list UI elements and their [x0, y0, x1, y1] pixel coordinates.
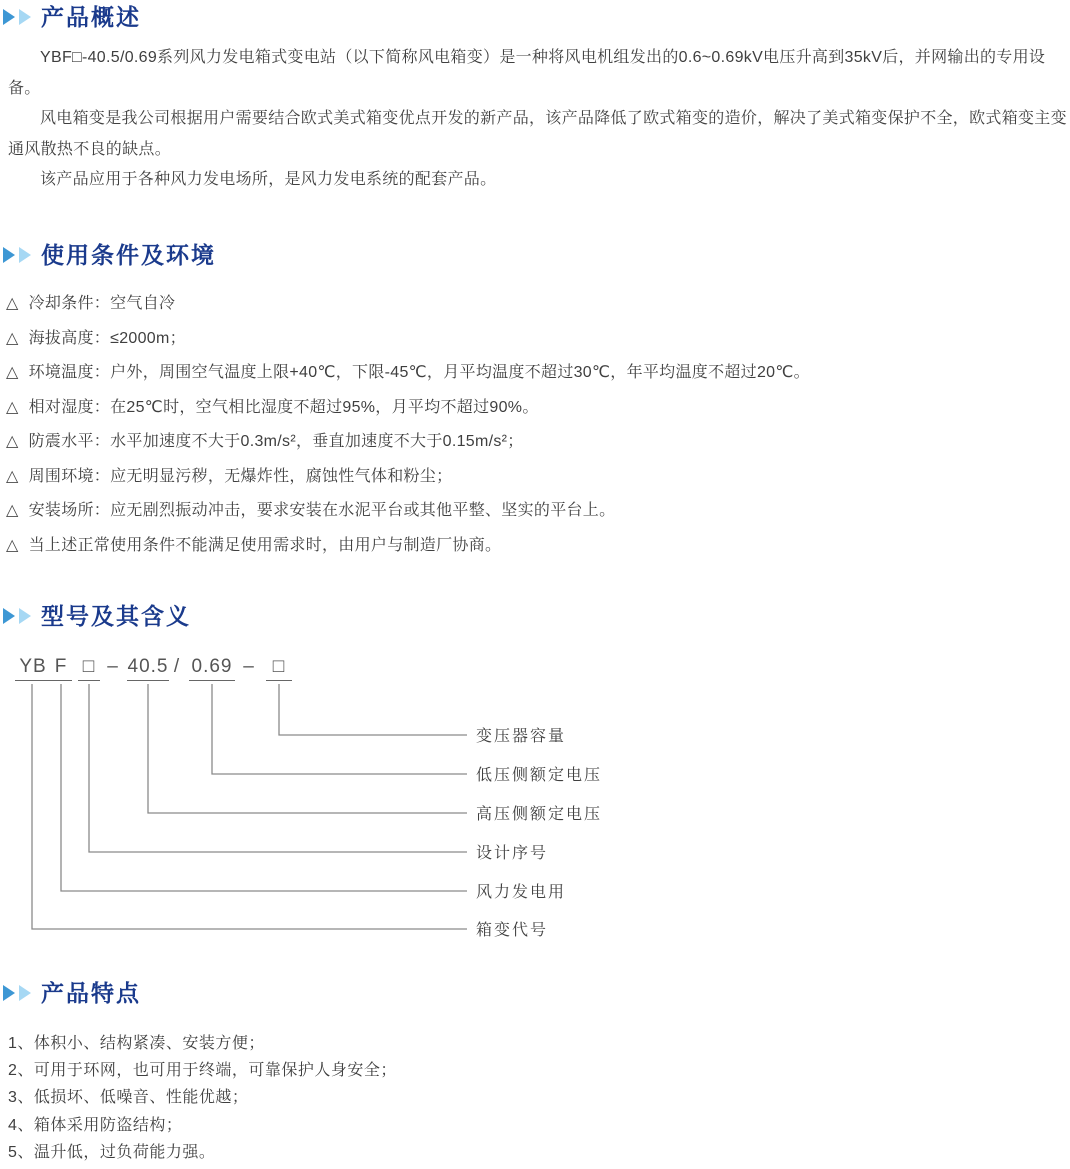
diagram-label: 高压侧额定电压	[476, 806, 603, 823]
model-token: /	[173, 656, 181, 677]
model-token: 0.69	[189, 655, 235, 681]
list-item	[6, 329, 1066, 349]
section-title-model: 型号及其含义	[41, 603, 191, 629]
overview-paragraphs	[8, 43, 1070, 196]
list-item: 3、低损坏、低噪音、性能优越；	[8, 1089, 249, 1107]
triangle-bullet-icon: △	[6, 398, 19, 416]
triangle-bullet-icon: △	[6, 502, 19, 519]
paragraph: 风电箱变是我公司根据用户需要结合欧式美式箱变优点开发的新产品，该产品降低了欧式箱变的造价，解决了美式箱变保护不全，欧式箱变主变通风散热不良的缺点。	[8, 110, 1067, 158]
section-heading-overview	[3, 2, 141, 32]
list-item	[6, 398, 1066, 418]
model-token: □	[266, 655, 292, 681]
list-item-text: 周围环境：应无明显污秽，无爆炸性，腐蚀性气体和粉尘；	[28, 467, 453, 485]
arrow-icon	[19, 247, 31, 263]
list-item-text: 海拔高度：≤2000m；	[28, 329, 186, 347]
triangle-bullet-icon: △	[6, 467, 19, 485]
section-heading-features	[3, 978, 141, 1008]
list-item-text: 相对湿度：在25℃时，空气相比湿度不超过95%，月平均不超过90%。	[28, 398, 539, 416]
triangle-bullet-icon: △	[6, 364, 19, 381]
model-code	[0, 655, 470, 685]
section-heading-model	[3, 601, 191, 631]
list-item	[6, 294, 1066, 314]
model-token: 40.5	[127, 655, 169, 681]
list-item-text: 安装场所：应无剧烈振动冲击，要求安装在水泥平台或其他平整、坚实的平台上。	[28, 502, 616, 519]
triangle-bullet-icon: △	[6, 536, 19, 554]
diagram-label: 风力发电用	[476, 884, 567, 901]
features-list	[8, 1030, 1068, 1166]
diagram-label: 低压侧额定电压	[476, 767, 603, 784]
list-item	[6, 467, 1066, 487]
arrow-icon	[19, 608, 31, 624]
arrow-icon	[19, 985, 31, 1001]
triangle-bullet-icon: △	[6, 433, 19, 450]
conditions-list	[6, 294, 1066, 570]
section-heading-conditions	[3, 240, 216, 270]
section-title-overview: 产品概述	[41, 4, 141, 30]
list-item: 4、箱体采用防盗结构；	[8, 1116, 183, 1134]
list-item: 1、体积小、结构紧凑、安装方便；	[8, 1035, 265, 1052]
paragraph: YBF□-40.5/0.69系列风力发电箱式变电站（以下简称风电箱变）是一种将风电机组发出的0.6~0.69kV电压升高到35kV后，并网输出的专用设备。	[8, 49, 1046, 97]
model-token: –	[107, 656, 119, 677]
model-token: –	[243, 656, 255, 677]
diagram-label: 设计序号	[476, 845, 549, 862]
list-item	[6, 432, 1066, 452]
paragraph: 该产品应用于各种风力发电场所，是风力发电系统的配套产品。	[40, 171, 497, 188]
list-item: 2、可用于环网，也可用于终端，可靠保护人身安全；	[8, 1062, 397, 1080]
model-token: □	[78, 655, 100, 681]
list-item: 5、温升低，过负荷能力强。	[8, 1143, 216, 1161]
list-item-text: 防震水平：水平加速度不大于0.3m/s²，垂直加速度不大于0.15m/s²；	[28, 433, 524, 450]
triangle-bullet-icon: △	[6, 295, 19, 312]
list-item	[6, 501, 1066, 521]
arrow-icon	[3, 985, 15, 1001]
model-token: F	[50, 655, 72, 681]
arrow-icon	[19, 9, 31, 25]
diagram-connector-lines	[0, 684, 470, 934]
model-designation-diagram	[0, 655, 1070, 955]
diagram-label: 变压器容量	[476, 728, 567, 745]
list-item	[6, 536, 1066, 556]
triangle-bullet-icon: △	[6, 329, 19, 347]
arrow-icon	[3, 9, 15, 25]
list-item	[6, 363, 1066, 383]
section-title-features: 产品特点	[41, 980, 141, 1006]
model-token: YB	[15, 655, 51, 681]
arrow-icon	[3, 608, 15, 624]
diagram-label: 箱变代号	[476, 922, 549, 939]
arrow-icon	[3, 247, 15, 263]
list-item-text: 当上述正常使用条件不能满足使用需求时，由用户与制造厂协商。	[28, 536, 502, 554]
section-title-conditions: 使用条件及环境	[41, 242, 216, 268]
list-item-text: 环境温度：户外，周围空气温度上限+40℃，下限-45℃，月平均温度不超过30℃，年平均温度不超过20℃。	[28, 364, 810, 381]
list-item-text: 冷却条件：空气自冷	[28, 295, 176, 312]
